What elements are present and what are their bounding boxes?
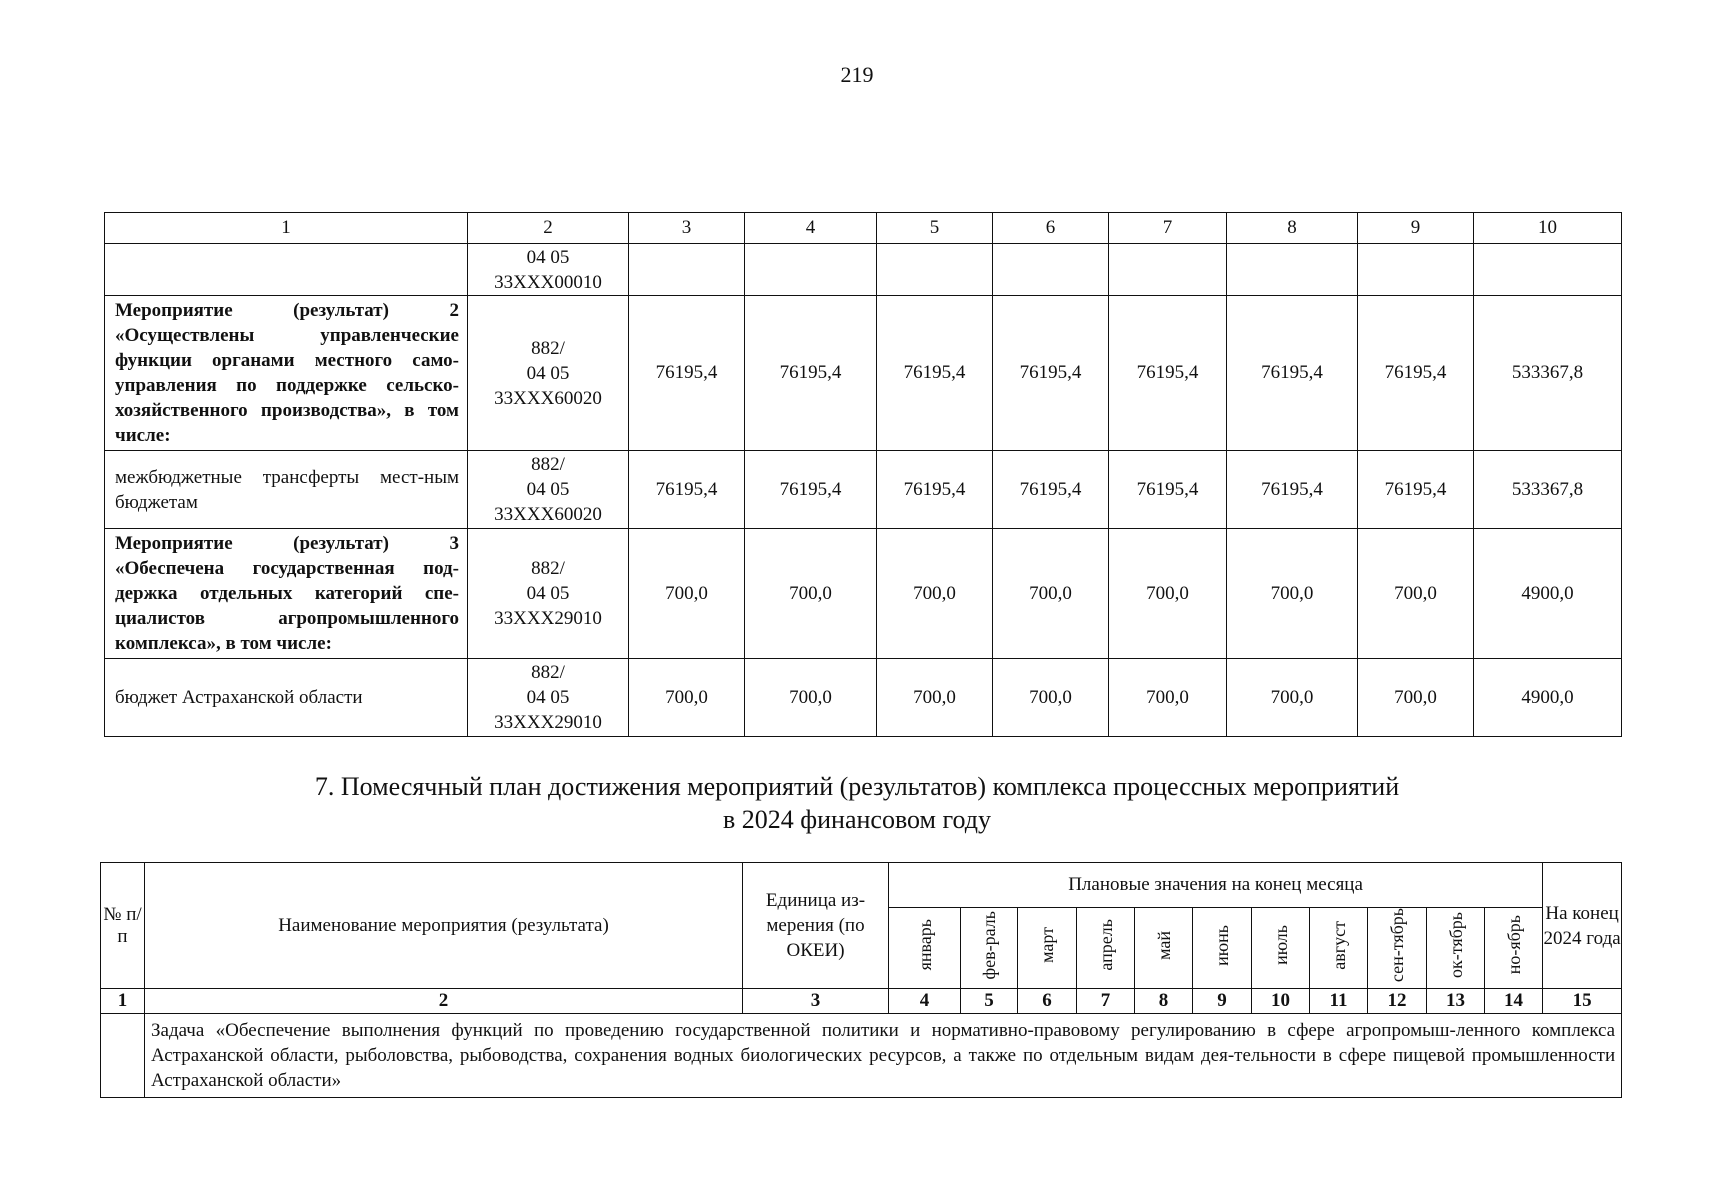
value-cell: 700,0: [993, 659, 1109, 737]
row-name: межбюджетные трансферты мест-ным бюджетам: [105, 451, 468, 529]
header-number: № п/п: [101, 863, 145, 989]
column-number: 5: [961, 989, 1018, 1014]
header-plan: Плановые значения на конец месяца: [889, 863, 1543, 908]
month-label: фев-раль: [979, 910, 999, 980]
month-label: январь: [914, 919, 935, 971]
value-cell: 700,0: [745, 659, 877, 737]
column-number: 6: [1018, 989, 1077, 1014]
value-cell: 76195,4: [629, 296, 745, 451]
value-cell: 700,0: [1227, 659, 1358, 737]
budget-code-line: 04 05: [526, 479, 570, 500]
value-cell: 76195,4: [1227, 451, 1358, 529]
value-cell: 700,0: [1358, 529, 1474, 659]
value-cell: 4900,0: [1474, 529, 1622, 659]
month-header: [1135, 908, 1193, 989]
budget-code-line: 33ХХХ60020: [494, 504, 602, 525]
month-label: апрель: [1095, 919, 1116, 971]
value-cell: 700,0: [1109, 529, 1227, 659]
value-cell: [1474, 244, 1622, 296]
value-cell: [993, 244, 1109, 296]
value-cell: 76195,4: [745, 296, 877, 451]
value-cell: 700,0: [629, 529, 745, 659]
budget-code-line: 882/: [531, 337, 565, 359]
month-label: сен-тябрь: [1387, 908, 1407, 983]
value-cell: 700,0: [745, 529, 877, 659]
row-name: [105, 244, 468, 296]
row-name: бюджет Астраханской области: [105, 659, 468, 737]
month-label: ок-тябрь: [1445, 912, 1466, 979]
value-cell: 76195,4: [877, 451, 993, 529]
section-title-line1: 7. Помесячный план достижения мероприятий (результатов) комплекса процессных мероприятий: [314, 772, 1400, 801]
value-cell: 700,0: [993, 529, 1109, 659]
header-name: Наименование мероприятия (результата): [145, 863, 743, 989]
column-number: 7: [1077, 989, 1135, 1014]
column-number: 12: [1368, 989, 1427, 1014]
budget-code: [468, 296, 629, 451]
value-cell: [1358, 244, 1474, 296]
month-label: но-ябрь: [1503, 915, 1524, 975]
column-number: 15: [1543, 989, 1622, 1014]
value-cell: 76195,4: [1227, 296, 1358, 451]
value-cell: 76195,4: [629, 451, 745, 529]
month-header: [1252, 908, 1310, 989]
value-cell: [877, 244, 993, 296]
budget-code-line: 04 05: [526, 362, 570, 384]
value-cell: [1109, 244, 1227, 296]
row-name: Мероприятие (результат) 2 «Осуществлены управленческие функции органами местного само-управления по поддержке сельско-хозяйственного производства», в том числе:: [105, 296, 468, 451]
value-cell: 700,0: [1109, 659, 1227, 737]
value-cell: 76195,4: [1358, 451, 1474, 529]
header-row-1: [101, 863, 1622, 908]
month-header: [1485, 908, 1543, 989]
value-cell: 700,0: [877, 659, 993, 737]
column-number: 1: [101, 989, 145, 1014]
column-number: 3: [629, 213, 745, 244]
value-cell: 700,0: [877, 529, 993, 659]
row-name: Мероприятие (результат) 3 «Обеспечена государственная под-держка отдельных категорий спе-циалистов агропромышленного комплекса», в том числе:: [105, 529, 468, 659]
value-cell: 76195,4: [877, 296, 993, 451]
monthly-plan-table: [100, 862, 1622, 1098]
value-cell: [1227, 244, 1358, 296]
column-number: 5: [877, 213, 993, 244]
month-header: [1368, 908, 1427, 989]
month-label: август: [1328, 920, 1349, 970]
column-number: 8: [1227, 213, 1358, 244]
task-number: [101, 1014, 145, 1098]
column-number: 4: [745, 213, 877, 244]
column-number: 11: [1310, 989, 1368, 1014]
column-number: 13: [1427, 989, 1485, 1014]
budget-code: [468, 659, 629, 737]
page-number: 219: [840, 62, 874, 87]
column-number: 3: [743, 989, 889, 1014]
column-number: 10: [1252, 989, 1310, 1014]
value-cell: 4900,0: [1474, 659, 1622, 737]
budget-code: [468, 244, 629, 296]
table-row: [105, 529, 1622, 659]
month-header: [1193, 908, 1252, 989]
value-cell: 76195,4: [745, 451, 877, 529]
budget-code-line: 33ХХХ29010: [494, 712, 602, 733]
table-row: [105, 296, 1622, 451]
table-row: [105, 451, 1622, 529]
table-row: [105, 659, 1622, 737]
budget-code: [468, 451, 629, 529]
column-number: 14: [1485, 989, 1543, 1014]
column-number: 4: [889, 989, 961, 1014]
column-number: 2: [145, 989, 743, 1014]
budget-code-line: 33ХХХ29010: [494, 608, 602, 629]
table-row: [105, 244, 1622, 296]
month-label: март: [1037, 927, 1057, 963]
budget-code-line: 882/: [531, 558, 565, 579]
month-header: [1310, 908, 1368, 989]
month-label: июнь: [1212, 924, 1232, 966]
month-header: [1077, 908, 1135, 989]
task-row: [101, 1014, 1622, 1098]
budget-code: [468, 529, 629, 659]
section-title-line2: в 2024 финансовом году: [723, 805, 991, 834]
month-label: май: [1153, 930, 1174, 960]
header-unit: Единица из-мерения (по ОКЕИ): [743, 863, 889, 989]
value-cell: 76195,4: [1109, 451, 1227, 529]
month-header: [1018, 908, 1077, 989]
section-title: [0, 770, 1714, 836]
value-cell: [745, 244, 877, 296]
value-cell: 700,0: [629, 659, 745, 737]
column-numbers-row: [105, 213, 1622, 244]
month-header: [1427, 908, 1485, 989]
budget-code-line: 882/: [531, 454, 565, 475]
column-number: 9: [1358, 213, 1474, 244]
value-cell: 700,0: [1227, 529, 1358, 659]
column-number: 10: [1474, 213, 1622, 244]
budget-code-line: 04 05: [526, 687, 570, 708]
column-number: 1: [105, 213, 468, 244]
value-cell: 76195,4: [993, 296, 1109, 451]
budget-code-line: 04 05: [526, 246, 570, 268]
value-cell: 76195,4: [1358, 296, 1474, 451]
header-end-of-year: На конец 2024 года: [1543, 863, 1622, 989]
budget-code-line: 33ХХХ00010: [494, 271, 602, 293]
value-cell: 700,0: [1358, 659, 1474, 737]
budget-code-line: 04 05: [526, 583, 570, 604]
budget-code-line: 882/: [531, 662, 565, 683]
value-cell: 76195,4: [1109, 296, 1227, 451]
value-cell: 533367,8: [1474, 451, 1622, 529]
column-numbers-row: [101, 989, 1622, 1014]
budget-table: [104, 212, 1622, 737]
column-number: 8: [1135, 989, 1193, 1014]
column-number: 6: [993, 213, 1109, 244]
task-text: Задача «Обеспечение выполнения функций по проведению государственной политики и нормативно-правовому регулированию в сфере агропромыш-ленного комплекса Астраханской области, рыболовства, рыбоводства, сохранения водных биологических ресурсов, а также по отдельным видам дея-тельности в сфере пищевой промышленности Астраханской области»: [145, 1014, 1622, 1098]
value-cell: 76195,4: [993, 451, 1109, 529]
value-cell: [629, 244, 745, 296]
column-number: 2: [468, 213, 629, 244]
month-header: [889, 908, 961, 989]
month-header: [961, 908, 1018, 989]
value-cell: 533367,8: [1474, 296, 1622, 451]
budget-code-line: 33ХХХ60020: [494, 387, 602, 409]
month-label: июль: [1270, 925, 1291, 965]
column-number: 7: [1109, 213, 1227, 244]
column-number: 9: [1193, 989, 1252, 1014]
